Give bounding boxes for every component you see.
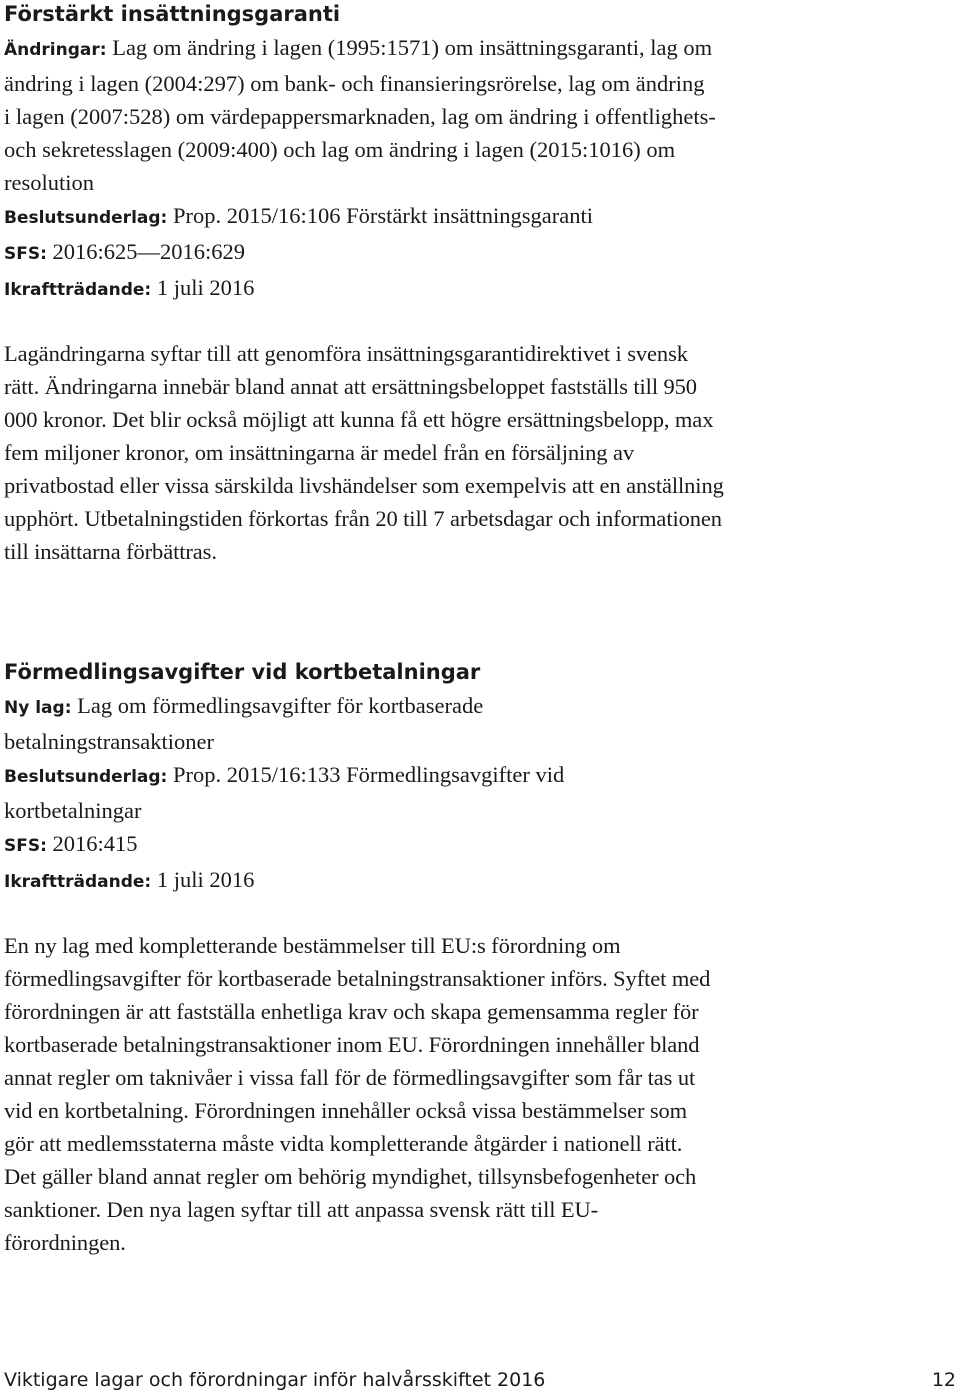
meta-beslutsunderlag <box>4 758 644 827</box>
meta-value: 1 juli 2016 <box>156 867 255 892</box>
metadata-block-2 <box>4 758 644 899</box>
meta-value: Lag om förmedlingsavgifter för kortbaserade betalningstransaktioner <box>4 693 484 754</box>
meta-value: 2016:625—2016:629 <box>52 239 246 264</box>
footer-title: Viktigare lagar och förordningar inför halvårsskiftet 2016 <box>4 1369 546 1391</box>
section-body: En ny lag med kompletterande bestämmelser till EU:s förordning om förmedlingsavgifter för kortbaserade betalningstransaktioner införs. Syftet med förordningen är att fastställa enhetliga krav och skapa gemensamma regler för kortbaserade betalningstransaktioner inom EU. Förordningen innehåller bland annat regler om taknivåer i vissa fall för de förmedlingsavgifter som får tas ut vid en kortbetalning. Förordningen innehåller också vissa bestämmelser som gör att medlemsstaterna måste vidta kompletterande åtgärder i nationell rätt. Det gäller bland annat regler om behörig myndighet, tillsynsbefogenheter och sanktioner. Den nya lagen syftar till att anpassa svensk rätt till EU-förordningen. <box>4 933 711 1255</box>
meta-value: Lag om ändring i lagen (1995:1571) om insättningsgaranti, lag om ändring i lagen (2004:297) om bank- och finansieringsrörelse, lag om ändring i lagen (2007:528) om värdepappersmarknaden, lag om ändring i offentlighets- och sekretesslagen (2009:400) och lag om ändring i lagen (2015:1016) om resolution <box>4 35 716 195</box>
page-footer <box>4 1367 956 1393</box>
meta-label: SFS: <box>4 244 47 264</box>
meta-ikrafttradande <box>4 271 704 307</box>
meta-label: Beslutsunderlag: <box>4 208 168 228</box>
meta-label: Ändringar: <box>4 40 107 60</box>
meta-label: SFS: <box>4 836 47 856</box>
section-heading: Förstärkt insättningsgaranti <box>4 2 341 26</box>
metadata-block <box>4 31 716 199</box>
meta-label: Ikraftträdande: <box>4 280 152 300</box>
meta-value: 2016:415 <box>52 831 138 856</box>
meta-value: Prop. 2015/16:133 Förmedlingsavgifter vid kortbetalningar <box>4 762 565 823</box>
meta-andringar <box>4 31 716 199</box>
section-formedlingsavgifter <box>4 658 954 1259</box>
section-heading: Förmedlingsavgifter vid kortbetalningar <box>4 660 481 684</box>
metadata-block-2 <box>4 199 704 307</box>
section-forstarkt-insattningsgaranti <box>4 0 954 568</box>
meta-beslutsunderlag <box>4 199 704 235</box>
section-body: Lagändringarna syftar till att genomföra insättningsgarantidirektivet i svensk rätt. Ändringarna innebär bland annat att ersättningsbeloppet fastställs till 950 000 kronor. Det blir också möjligt att kunna få ett högre ersättningsbelopp, max fem miljoner kronor, om insättningarna är medel från en försäljning av privatbostad eller vissa särskilda livshändelser som exempelvis att en anställning upphört. Utbetalningstiden förkortas från 20 till 7 arbetsdagar och informationen till insättarna förbättras. <box>4 341 724 564</box>
meta-label: Beslutsunderlag: <box>4 767 168 787</box>
meta-ikrafttradande <box>4 863 644 899</box>
meta-value: Prop. 2015/16:106 Förstärkt insättningsgaranti <box>172 203 593 228</box>
meta-sfs <box>4 235 704 271</box>
meta-ny-lag <box>4 689 694 758</box>
metadata-block <box>4 689 694 758</box>
meta-label: Ny lag: <box>4 698 72 718</box>
page-number: 12 <box>931 1369 956 1391</box>
meta-label: Ikraftträdande: <box>4 872 152 892</box>
meta-sfs <box>4 827 644 863</box>
meta-value: 1 juli 2016 <box>156 275 255 300</box>
